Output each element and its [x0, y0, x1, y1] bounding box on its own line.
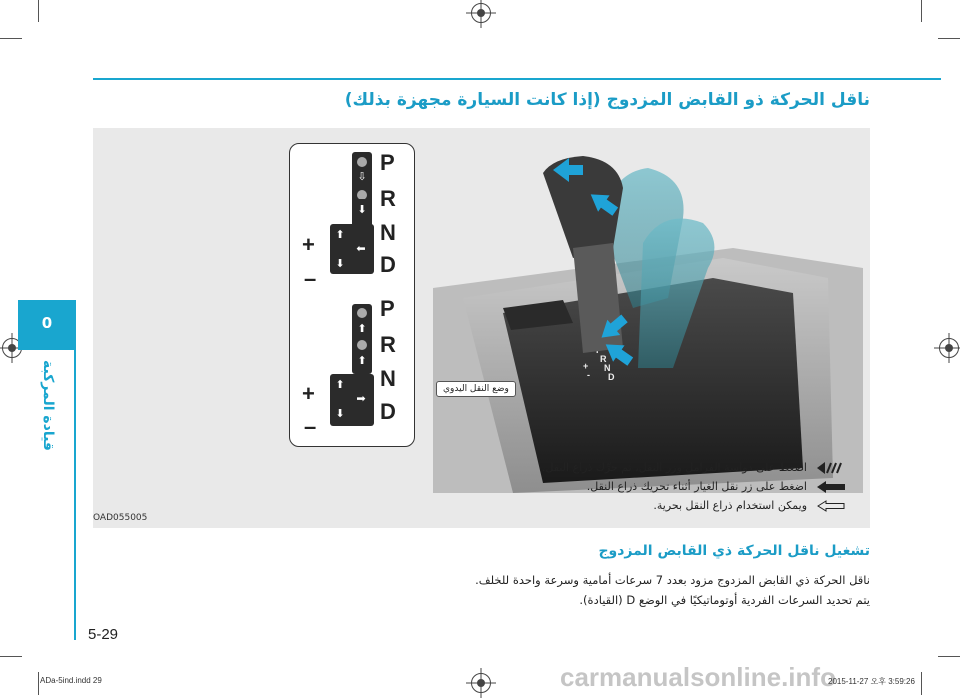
- registration-mark-icon: [471, 3, 491, 23]
- legend-item: [542, 496, 845, 515]
- gear-shifter-illustration: [433, 148, 863, 493]
- plus-sign: +: [302, 381, 315, 406]
- body-line: ناقل الحركة ذي القابض المزدوج مزود بعدد 7 سرعات أمامية وسرعة واحدة للخلف.: [475, 573, 870, 587]
- shifter-figure: [93, 128, 870, 528]
- crop-mark: [38, 672, 39, 695]
- gate-slot-manual: [330, 374, 374, 426]
- knob-letter: R: [600, 354, 607, 364]
- solid-arrow-icon: ⬇: [335, 407, 345, 420]
- gear-letter-p: P: [380, 296, 395, 321]
- gear-letter-d: D: [380, 252, 396, 277]
- solid-arrow-icon: ⬆: [357, 354, 367, 367]
- gate-slot-bottom: [352, 304, 372, 374]
- chapter-tab[interactable]: [18, 300, 76, 350]
- page-number: 5-29: [88, 626, 119, 643]
- legend-text: اضغط على زر نقل الغيار أثناء تحريك ذراع النقل.: [586, 480, 807, 493]
- solid-arrow-icon: ⬇: [357, 203, 367, 216]
- chapter-label: قيادة المركبة: [40, 360, 56, 451]
- body-text: [170, 570, 870, 610]
- gate-slot-manual: [330, 224, 374, 274]
- figure-code: OAD055005: [93, 513, 148, 523]
- gear-letter-d: D: [380, 399, 396, 424]
- gear-letter-p: P: [380, 150, 395, 175]
- solid-arrow-icon: ⬆: [335, 228, 345, 241]
- gear-letter-r: R: [380, 332, 396, 357]
- plus-sign: +: [302, 232, 315, 257]
- legend-item: [542, 458, 845, 477]
- header-rule: [93, 78, 941, 80]
- knob-letter: -: [587, 370, 590, 380]
- legend-text: اضغط على دواسة الفرامل وزر النقل، ثم حرِّك ذراع النقل.: [541, 461, 807, 474]
- striped-arrow-icon: ⇩: [357, 170, 367, 183]
- solid-arrow-icon: ⬆: [335, 378, 345, 391]
- solid-arrow-icon: ⬇: [335, 257, 345, 270]
- crop-mark: [921, 0, 922, 22]
- crop-mark: [938, 38, 960, 39]
- chapter-sidebar: [18, 300, 76, 640]
- crop-mark: [938, 656, 960, 657]
- gate-slot-top: [352, 199, 372, 227]
- gear-letter-n: N: [380, 220, 396, 245]
- legend-item: [542, 477, 845, 496]
- watermark: carmanualsonline.info: [560, 662, 836, 692]
- knob-letter: +: [583, 361, 589, 371]
- minus-sign: –: [304, 414, 317, 439]
- minus-sign: –: [304, 266, 317, 291]
- shift-pattern-panel: [289, 143, 415, 447]
- subsection-title: تشغيل ناقل الحركة ذي القابض المزدوج: [598, 543, 870, 559]
- solid-arrow-icon: [817, 481, 845, 493]
- gear-letter-n: N: [380, 366, 396, 391]
- gear-letter-r: R: [380, 186, 396, 211]
- footer-timestamp: 2015-11-27 오후 3:59:26: [828, 677, 915, 686]
- solid-arrow-icon: ⬆: [357, 322, 367, 335]
- chapter-number: 0: [41, 314, 53, 332]
- knob-letter: N: [604, 363, 611, 373]
- footer-file: ADa-5ind.indd 29: [40, 676, 102, 685]
- solid-arrow-icon: ⬅: [356, 242, 366, 255]
- crop-mark: [0, 38, 22, 39]
- outline-arrow-icon: ➡: [356, 392, 366, 405]
- body-line: يتم تحديد السرعات الفردية أوتوماتيكيًا في الوضع D (القيادة).: [579, 593, 870, 607]
- legend-text: ويمكن استخدام ذراع النقل بحرية.: [653, 499, 807, 512]
- figure-legend: [542, 458, 845, 515]
- section-title: ناقل الحركة ذو القابض المزدوج (إذا كانت السيارة مجهزة بذلك): [344, 90, 870, 110]
- registration-mark-icon: [939, 338, 959, 358]
- crop-mark: [38, 0, 39, 22]
- sidebar-rule: [74, 350, 76, 640]
- outline-arrow-icon: [817, 500, 845, 512]
- crop-mark: [0, 656, 22, 657]
- manual-mode-callout: وضع النقل اليدوي: [436, 381, 516, 397]
- knob-letter: D: [608, 372, 615, 382]
- crop-mark: [921, 672, 922, 695]
- registration-mark-icon: [471, 673, 491, 693]
- striped-arrow-icon: [817, 462, 845, 474]
